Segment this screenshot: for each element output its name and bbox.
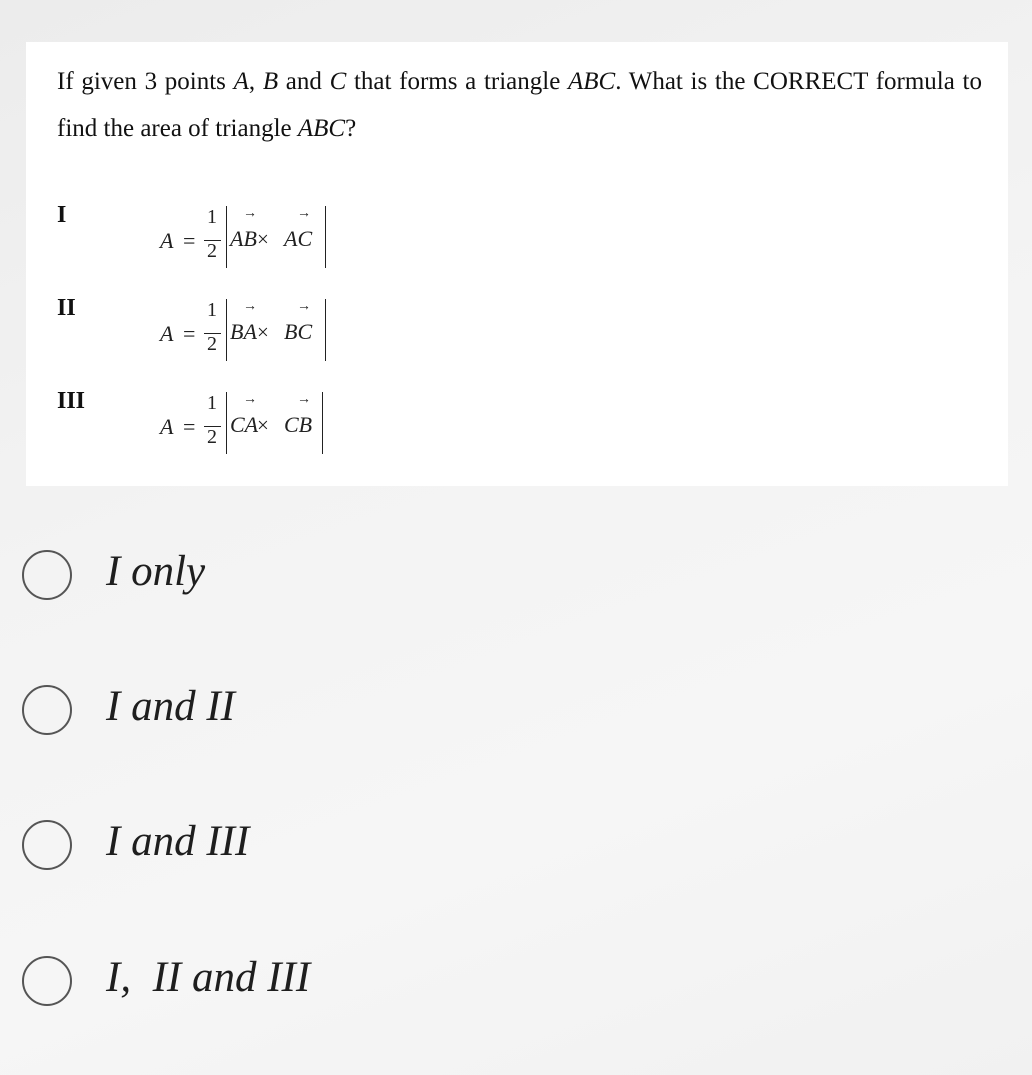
option-label: I and III (106, 818, 250, 865)
absolute-bar-right (325, 299, 326, 361)
statement-numeral: III (57, 388, 86, 414)
question-text (57, 58, 982, 152)
absolute-bar-left (226, 299, 227, 361)
vector-2: CB (284, 412, 313, 437)
absolute-bar-left (226, 206, 227, 268)
statement-numeral: II (57, 295, 76, 321)
answer-option-4[interactable] (22, 949, 362, 1009)
question-part: that forms a triangle (346, 68, 569, 95)
formula-equals: = (183, 228, 196, 253)
fraction-denominator: 2 (207, 426, 217, 448)
question-part: ABC (297, 115, 346, 142)
question-part: ? (345, 115, 357, 142)
answer-option-1[interactable] (22, 543, 282, 603)
fraction-numerator: 1 (207, 392, 217, 414)
question-part: . What is the CORRECT formula to find the area of triangle (57, 68, 982, 142)
option-label: I, II and III (106, 954, 311, 1001)
question-card (26, 42, 1008, 486)
fraction-denominator: 2 (207, 333, 217, 355)
question-part: B (262, 68, 279, 95)
vector-1: AB (230, 226, 257, 251)
absolute-bar-left (226, 392, 227, 454)
vector-2: AC (284, 226, 313, 251)
fraction-denominator: 2 (207, 240, 217, 262)
formula-lhs: A (160, 414, 174, 439)
fraction-numerator: 1 (207, 206, 217, 228)
question-part: ABC (568, 68, 616, 95)
vector-arrow: → (297, 392, 311, 407)
vector-1: BA (230, 319, 257, 344)
cross-product-operator: × (257, 413, 269, 437)
question-part: If given 3 points (57, 68, 234, 95)
radio-button[interactable] (22, 685, 72, 735)
fraction-numerator: 1 (207, 299, 217, 321)
formula-lhs: A (160, 228, 174, 253)
option-label: I only (106, 548, 206, 595)
vector-arrow: → (243, 206, 257, 221)
formula-statement-1 (160, 206, 360, 276)
formula-lhs: A (160, 321, 174, 346)
statement-numeral: I (57, 202, 67, 228)
vector-1: CA (230, 412, 259, 437)
vector-arrow: → (243, 299, 257, 314)
vector-2: BC (284, 319, 313, 344)
vector-arrow: → (243, 392, 257, 407)
absolute-bar-right (322, 392, 323, 454)
absolute-bar-right (325, 206, 326, 268)
question-part: and (278, 68, 330, 95)
question-part: A (233, 68, 249, 95)
vector-arrow: → (297, 206, 311, 221)
vector-arrow: → (297, 299, 311, 314)
radio-button[interactable] (22, 550, 72, 600)
option-label: I and II (106, 683, 235, 730)
formula-equals: = (183, 414, 196, 439)
answer-option-3[interactable] (22, 813, 302, 873)
question-part: C (329, 68, 347, 95)
question-part: , (248, 68, 263, 95)
radio-button[interactable] (22, 956, 72, 1006)
cross-product-operator: × (257, 227, 269, 251)
formula-equals: = (183, 321, 196, 346)
cross-product-operator: × (257, 320, 269, 344)
radio-button[interactable] (22, 820, 72, 870)
answer-option-2[interactable] (22, 678, 282, 738)
formula-statement-2 (160, 299, 360, 369)
formula-statement-3 (160, 392, 360, 462)
